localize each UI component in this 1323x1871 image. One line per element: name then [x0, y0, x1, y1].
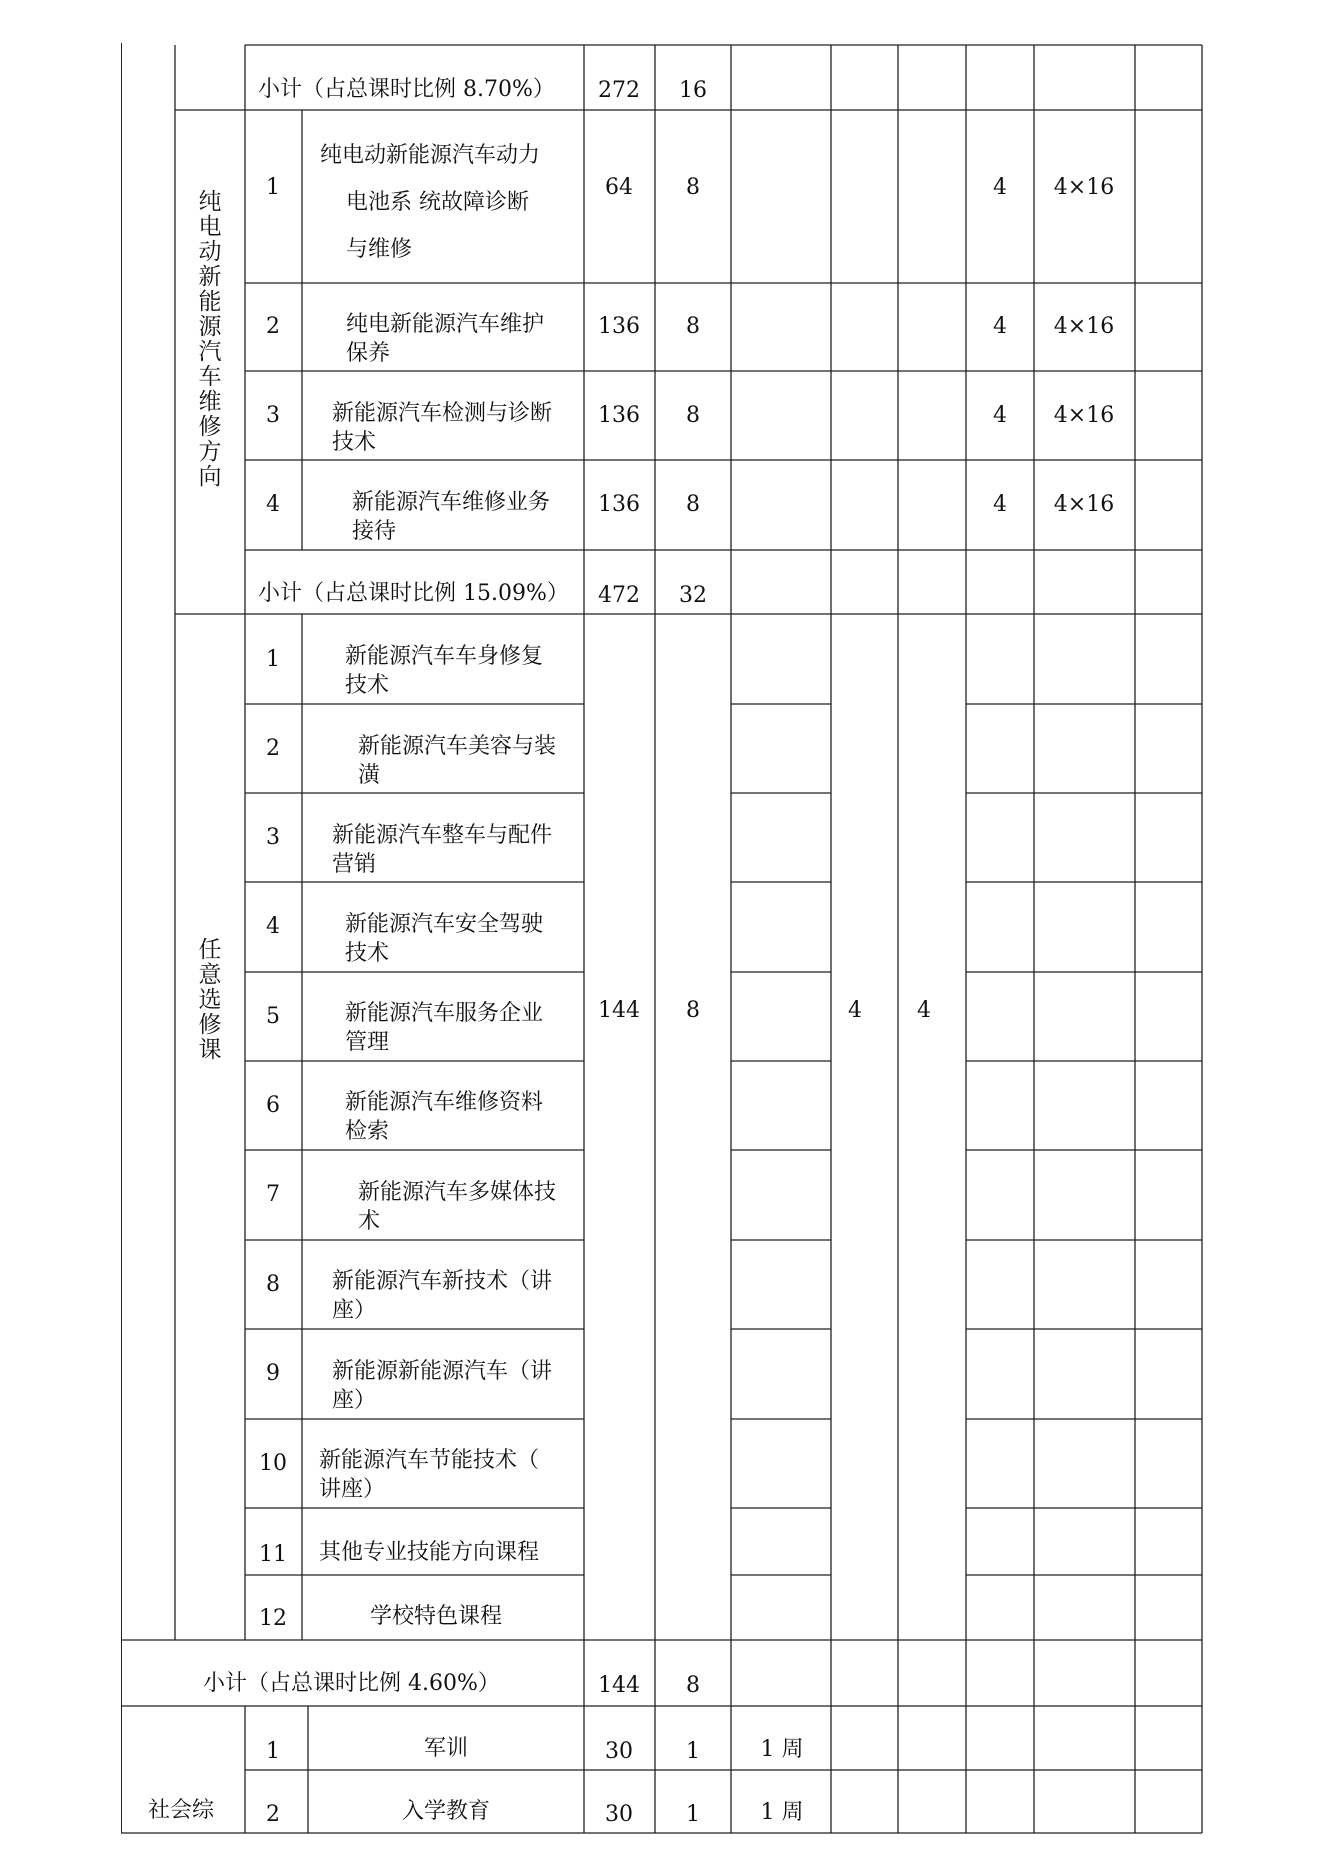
course-weekly: 4: [993, 314, 1007, 339]
course-weekly: 4: [993, 403, 1007, 428]
elective-col-b: 4: [917, 998, 931, 1023]
course-no: 5: [266, 1004, 280, 1029]
course-no: 2: [266, 1802, 280, 1827]
subtotal-hours: 472: [598, 583, 640, 608]
course-name-line: 新能源汽车整车与配件: [332, 823, 553, 848]
course-name-line: 新能源汽车维修业务: [352, 490, 551, 515]
course-credits: 1: [686, 1802, 700, 1827]
course-name-line: 接待: [352, 519, 397, 544]
course-name-line: 纯电动新能源汽车动力: [320, 143, 541, 168]
subtotal-credits: 16: [679, 78, 707, 103]
course-hours: 30: [605, 1802, 633, 1827]
course-schedule: 4×16: [1053, 492, 1115, 517]
course-name-line: 管理: [345, 1030, 390, 1055]
course-name-line: 新能源汽车新技术（讲: [332, 1269, 553, 1294]
subtotal-hours: 144: [598, 1673, 640, 1698]
course-name-line: 潢: [358, 763, 381, 788]
course-hours: 136: [598, 314, 640, 339]
course-duration: 1 周: [760, 1800, 804, 1825]
course-name-line: 讲座）: [319, 1477, 386, 1502]
elective-hours: 144: [598, 998, 640, 1023]
course-hours: 30: [605, 1739, 633, 1764]
course-name-line: 技术: [332, 430, 377, 455]
course-name: 军训: [423, 1736, 469, 1761]
course-no: 11: [259, 1542, 287, 1567]
course-weekly: 4: [993, 175, 1007, 200]
course-name-line: 保养: [346, 341, 391, 366]
course-name-line: 新能源汽车美容与装: [358, 734, 557, 759]
course-name-line: 技术: [345, 941, 390, 966]
course-no: 1: [266, 175, 280, 200]
course-credits: 8: [686, 314, 700, 339]
course-no: 4: [266, 914, 280, 939]
course-no: 2: [266, 314, 280, 339]
course-no: 12: [259, 1606, 287, 1631]
course-schedule: 4×16: [1053, 403, 1115, 428]
course-schedule: 4×16: [1053, 314, 1115, 339]
course-credits: 8: [686, 175, 700, 200]
course-no: 3: [266, 403, 280, 428]
course-name-line: 座）: [332, 1388, 377, 1413]
elective-col-a: 4: [848, 998, 862, 1023]
course-name-line: 技术: [345, 673, 390, 698]
course-no: 7: [266, 1182, 280, 1207]
course-weekly: 4: [993, 492, 1007, 517]
subtotal-label: 小计（占总课时比例 8.70%）: [258, 77, 555, 102]
subtotal-credits: 8: [686, 1673, 700, 1698]
course-name-line: 新能源汽车维修资料: [345, 1090, 544, 1115]
course-name: 入学教育: [401, 1799, 491, 1824]
course-name-line: 电池系 统故障诊断: [346, 190, 529, 215]
course-hours: 136: [598, 492, 640, 517]
course-name-line: 其他专业技能方向课程: [319, 1540, 540, 1565]
course-duration: 1 周: [760, 1737, 804, 1762]
course-name-line: 新能源汽车车身修复: [345, 644, 544, 669]
course-name-line: 新能源新能源汽车（讲: [332, 1359, 553, 1384]
course-name-line: 与维修: [346, 237, 413, 262]
course-no: 1: [266, 1739, 280, 1764]
section-category-social: 社会综: [148, 1798, 215, 1823]
course-name-line: 新能源汽车安全驾驶: [345, 912, 544, 937]
course-credits: 8: [686, 403, 700, 428]
course-no: 2: [266, 736, 280, 761]
course-hours: 64: [605, 175, 633, 200]
course-no: 3: [266, 825, 280, 850]
course-schedule: 4×16: [1053, 175, 1115, 200]
subtotal-label: 小计（占总课时比例 4.60%）: [203, 1671, 500, 1696]
course-no: 10: [259, 1451, 287, 1476]
elective-credits: 8: [686, 998, 700, 1023]
course-name-line: 新能源汽车多媒体技: [358, 1180, 557, 1205]
subtotal-label: 小计（占总课时比例 15.09%）: [258, 581, 569, 606]
course-no: 6: [266, 1093, 280, 1118]
course-no: 9: [266, 1361, 280, 1386]
course-credits: 1: [686, 1739, 700, 1764]
course-no: 8: [266, 1272, 280, 1297]
subtotal-credits: 32: [679, 583, 707, 608]
section-category-elective: 任意选修课: [198, 937, 222, 1063]
course-name-line: 座）: [332, 1298, 377, 1323]
course-hours: 136: [598, 403, 640, 428]
course-name-line: 新能源汽车检测与诊断: [332, 401, 553, 426]
course-name-line: 学校特色课程: [370, 1604, 503, 1629]
course-name-line: 新能源汽车服务企业: [345, 1001, 544, 1026]
subtotal-hours: 272: [598, 78, 640, 103]
course-no: 4: [266, 492, 280, 517]
course-credits: 8: [686, 492, 700, 517]
course-name-line: 营销: [332, 852, 377, 877]
course-name-line: 术: [358, 1209, 381, 1234]
course-name-line: 检索: [345, 1119, 390, 1144]
course-name-line: 新能源汽车节能技术（: [319, 1448, 540, 1473]
course-name-line: 纯电新能源汽车维护: [346, 312, 545, 337]
course-no: 1: [266, 647, 280, 672]
section-category-pure-ev: 纯电动新能源汽车维修方向: [198, 189, 222, 490]
